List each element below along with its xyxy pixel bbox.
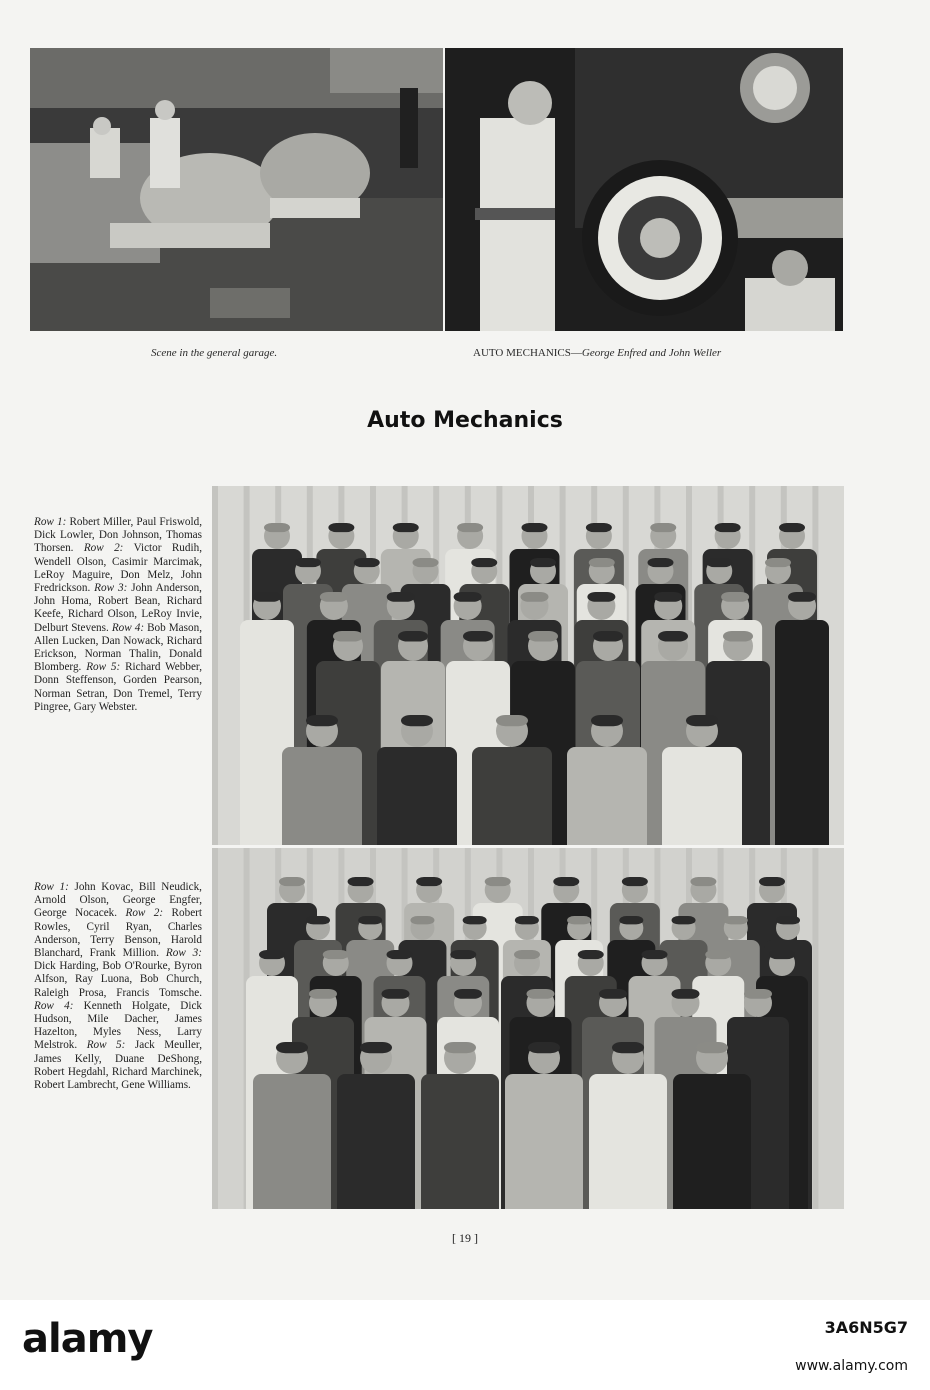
group-photo-2 xyxy=(212,848,844,1209)
group-2-names xyxy=(34,881,202,1092)
row-names: Dick Harding, Bob O'Rourke, Byron Alfson, Ray Luona, Bob Church, Raleigh Prosa, Francis Tomsche. xyxy=(34,960,202,999)
row-names: Jack Meuller, James Kelly, Duane DeShong, Robert Hegdahl, Richard Marchinek, Robert Lambrecht, Gene Williams. xyxy=(34,1039,202,1092)
row-names: Richard Webber, Donn Steffenson, Gorden Pearson, Norman Setran, Don Tremel, Terry Pingree, Gary Webster. xyxy=(34,661,202,713)
row-names: Kenneth Holgate, Dick Hudson, Mile Dacher, James Hazelton, Myles Ness, Larry Melstrok. xyxy=(34,999,203,1052)
row-label: Row 2: xyxy=(125,907,164,920)
row-label: Row 3: xyxy=(94,582,128,595)
auto-mechanics-photo xyxy=(445,48,843,331)
row-label: Row 5: xyxy=(86,661,121,674)
group-photo-1 xyxy=(212,486,844,845)
row-label: Row 2: xyxy=(83,542,124,555)
row-names: Bob Mason, Allen Lucken, Dan Nowack, Richard Erickson, Norman Thalin, Donald Blomberg. xyxy=(34,621,202,674)
image-id: 3A6N5G7 xyxy=(824,1318,908,1337)
row-names: Robert Rowles, Cyril Ryan, Charles Anderson, Terry Benson, Harold Blanchard, Frank Million. xyxy=(34,907,202,960)
row-label: Row 1: xyxy=(34,881,69,893)
row-label: Row 4: xyxy=(111,621,145,634)
page-title: Auto Mechanics xyxy=(367,408,563,433)
row-label: Row 3: xyxy=(165,947,202,960)
site-url: www.alamy.com xyxy=(795,1358,908,1374)
mechanics-caption xyxy=(473,347,721,359)
mechanics-caption-names: George Enfred and John Weller xyxy=(581,347,722,359)
row-label: Row 5: xyxy=(86,1039,126,1052)
row-names: John Anderson, John Homa, Robert Bean, Richard Keefe, Richard Olson, LeRoy Invie, Delburt Stevens. xyxy=(34,582,202,634)
alamy-logo: alamy xyxy=(22,1316,153,1362)
row-names: Robert Miller, Paul Friswold, Dick Lowler, Don Johnson, Thomas Thorsen. xyxy=(34,516,202,555)
group-1-names xyxy=(34,516,202,714)
garage-caption: Scene in the general garage. xyxy=(151,347,278,359)
watermark-footer xyxy=(0,1300,930,1390)
row-names: Victor Rudih, Wendell Olson, Casimir Marcimak, LeRoy Maguire, Don Melz, John Fredrickson. xyxy=(34,542,202,595)
row-names: John Kovac, Bill Neudick, Arnold Olson, George Engfer, George Nocacek. xyxy=(34,881,202,920)
garage-photo xyxy=(30,48,443,331)
row-label: Row 1: xyxy=(34,516,67,528)
page-number: [ 19 ] xyxy=(452,1231,478,1245)
mechanics-caption-prefix: AUTO MECHANICS— xyxy=(473,347,582,359)
row-label: Row 4: xyxy=(34,999,74,1012)
